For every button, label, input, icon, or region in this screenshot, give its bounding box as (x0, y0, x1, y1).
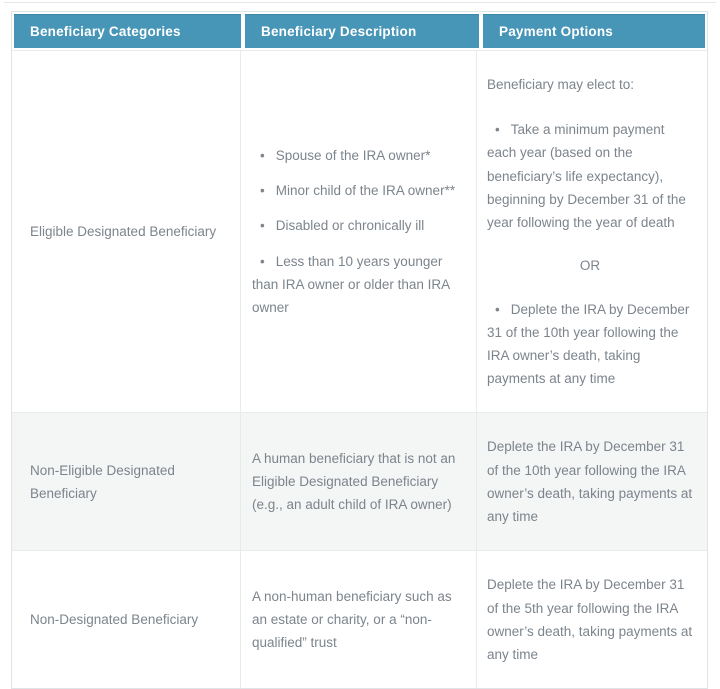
payment-intro: Beneficiary may elect to: (487, 77, 635, 92)
column-header-beneficiary-description: Beneficiary Description (245, 14, 479, 48)
payment-text: Deplete the IRA by December 31 of the 10th year following the IRA owner’s death, taking payments at any time (487, 439, 693, 525)
list-item (487, 118, 693, 234)
cell-description (241, 51, 477, 412)
list-item (252, 179, 462, 202)
list-item (487, 298, 693, 391)
list-item (252, 250, 462, 320)
beneficiary-table (11, 11, 708, 689)
column-header-beneficiary-categories: Beneficiary Categories (14, 14, 241, 48)
list-item-text: Minor child of the IRA owner** (275, 183, 456, 199)
table-row-non-designated (12, 550, 707, 688)
bullet-icon: • (495, 301, 500, 317)
cell-category (12, 51, 241, 412)
table-row-non-eligible-designated (12, 412, 707, 550)
cell-description (241, 413, 477, 550)
cell-payment-options (477, 51, 707, 412)
bullet-icon: • (495, 122, 500, 138)
list-item-text: Less than 10 years younger than IRA owner or older than IRA owner (252, 253, 450, 316)
cell-payment-options (477, 551, 707, 688)
cell-category (12, 413, 241, 550)
table-header-row (12, 12, 707, 50)
list-item (252, 214, 462, 237)
column-header-payment-options: Payment Options (483, 14, 705, 48)
category-label: Non-Designated Beneficiary (30, 612, 199, 628)
cell-category (12, 551, 241, 688)
page-top-divider (4, 2, 716, 3)
list-item-text: Take a minimum payment each year (based on the beneficiary’s life expectancy), beginning by December 31 of the year following the year of death (487, 122, 686, 231)
list-item (252, 144, 462, 167)
description-text: A non-human beneficiary such as an estate or charity, or a “non-qualified” trust (252, 588, 452, 651)
list-item-text: Deplete the IRA by December 31 of the 10th year following the IRA owner’s death, taking payments at any time (487, 301, 690, 387)
bullet-icon: • (260, 253, 265, 269)
payment-text: Deplete the IRA by December 31 of the 5th year following the IRA owner’s death, taking payments at any time (487, 577, 693, 662)
list-item-text: Spouse of the IRA owner* (275, 148, 431, 164)
bullet-icon: • (260, 218, 265, 234)
category-label: Eligible Designated Beneficiary (30, 224, 217, 240)
table-row-eligible-designated (12, 50, 707, 412)
list-item-text: Disabled or chronically ill (275, 218, 425, 234)
cell-payment-options (477, 413, 707, 550)
bullet-icon: • (260, 148, 265, 164)
description-text: A human beneficiary that is not an Eligible Designated Beneficiary (e.g., an adult child of IRA owner) (252, 451, 456, 513)
cell-description (241, 551, 477, 688)
or-separator: OR (579, 258, 601, 274)
category-label: Non-Eligible Designated Beneficiary (30, 462, 175, 501)
bullet-icon: • (260, 183, 265, 199)
